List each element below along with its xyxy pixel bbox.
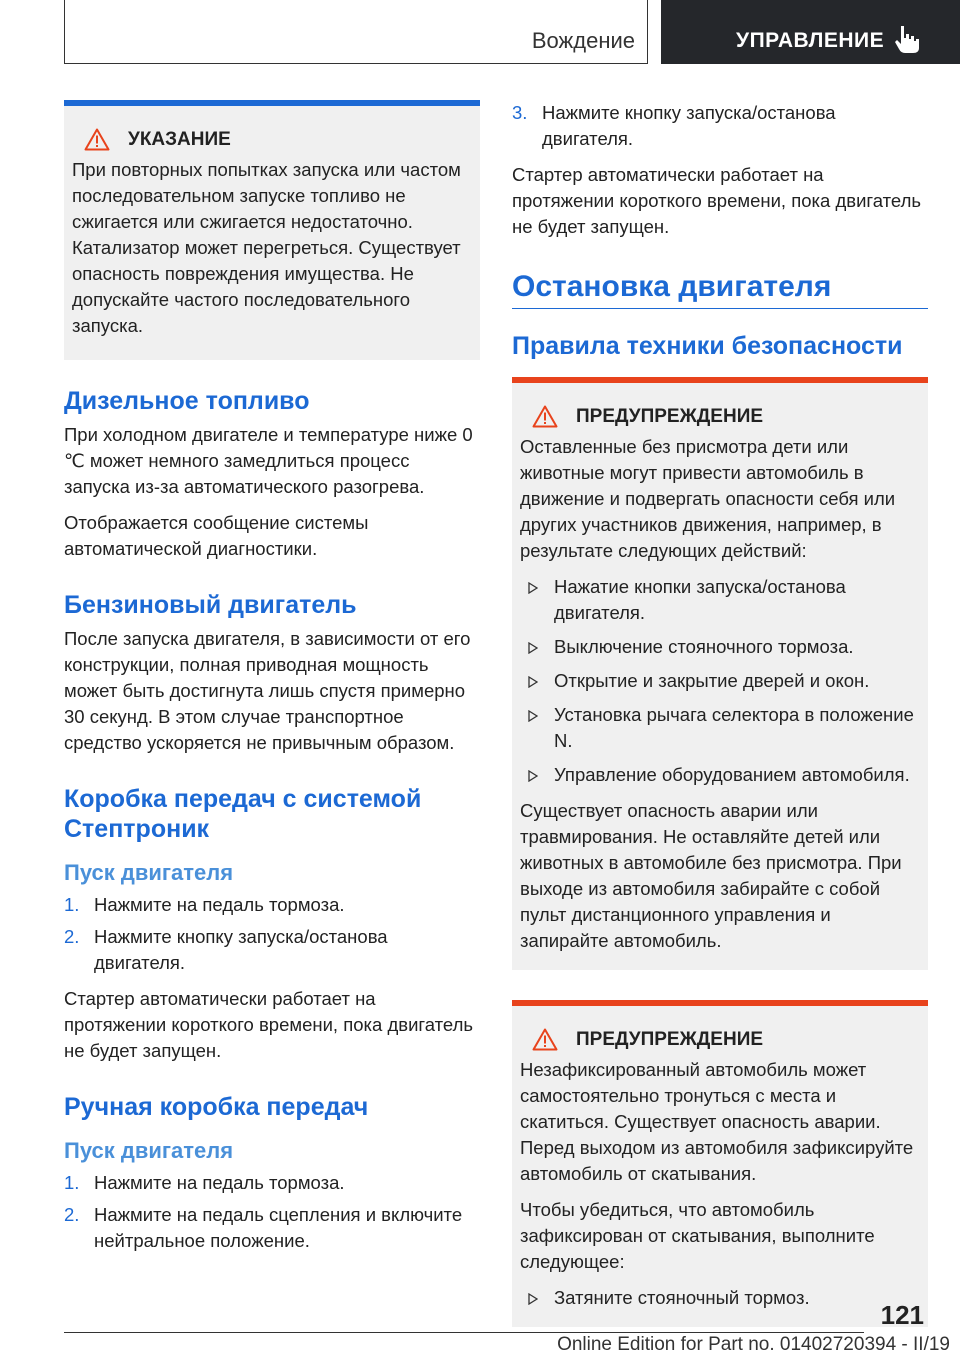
diesel-paragraph-2: Отображается сообщение системы автоматической диагностики.	[64, 512, 369, 559]
warning-1-title	[520, 405, 918, 428]
warning-1-list	[520, 574, 918, 788]
list-item: 2. Нажмите кнопку запуска/останова двигателя.	[64, 926, 388, 973]
steptronic-subheading: Пуск двигателя	[64, 860, 234, 885]
warning-triangle-icon	[532, 405, 558, 428]
warning-1-title-text: ПРЕДУПРЕЖДЕНИЕ	[576, 405, 764, 427]
steptronic-paragraph: Стартер автоматически работает на протяжении короткого времени, пока двигатель не будет запущен.	[64, 988, 473, 1061]
warning-triangle-icon	[532, 1028, 558, 1051]
notice-title-text: УКАЗАНИЕ	[128, 128, 231, 150]
list-item: Выключение стояночного тормоза.	[520, 634, 918, 660]
right-column	[512, 100, 928, 1327]
notice-title	[72, 128, 470, 151]
stop-heading-rule	[512, 270, 928, 309]
bullet-triangle-icon	[528, 1293, 538, 1305]
list-item: 2. Нажмите на педаль сцепления и включите нейтральное положение.	[64, 1204, 463, 1251]
warning-1-text: Оставленные без присмотра дети или животные могут привести автомобиль в движение и подвергать опасности себя или других участников движения, например, в результате следующих действий:	[520, 436, 896, 561]
right-steps	[512, 100, 928, 152]
header-section-label: Вождение	[531, 28, 635, 53]
steptronic-steps	[64, 892, 480, 976]
manual-steps	[64, 1170, 480, 1254]
header-section-tab	[64, 0, 648, 64]
footer-edition: Online Edition for Part no. 01402720394 - II/19	[557, 1334, 950, 1355]
manual-heading: Ручная коробка передач	[64, 1093, 369, 1121]
warning-2-text-2: Чтобы убедиться, что автомобиль зафиксирован от скатывания, выполните следующее:	[520, 1199, 875, 1272]
warning-2-title-text: ПРЕДУПРЕЖДЕНИЕ	[576, 1028, 764, 1050]
bullet-triangle-icon	[528, 710, 538, 722]
warning-box-2	[512, 1000, 928, 1327]
right-paragraph: Стартер автоматически работает на протяжении короткого времени, пока двигатель не будет запущен.	[512, 164, 921, 237]
manual-subheading: Пуск двигателя	[64, 1138, 234, 1163]
bullet-triangle-icon	[528, 582, 538, 594]
notice-text: При повторных попытках запуска или частом последовательном запуске топливо не сжигается или сжигается недостаточно. Катализатор может перегреться. Существует опасность повреждения имущества. Не допускайте частого последовательного запуска.	[72, 159, 461, 336]
warning-1-text-2: Существует опасность аварии или травмирования. Не оставляйте детей или животных в автомобиле без присмотра. При выходе из автомобиля забирайте с собой пульт дистанционного управления и запирайте автомобиль.	[520, 800, 902, 951]
list-item: 1. Нажмите на педаль тормоза.	[64, 894, 345, 915]
list-item: Нажатие кнопки запуска/останова двигателя.	[520, 574, 918, 626]
warning-triangle-icon	[84, 128, 110, 151]
diesel-heading: Дизельное топливо	[64, 387, 310, 415]
list-item: Установка рычага селектора в положение N.	[520, 702, 918, 754]
left-column	[64, 100, 480, 1264]
bullet-triangle-icon	[528, 642, 538, 654]
header-chapter-label: УПРАВЛЕНИЕ	[736, 29, 885, 52]
page-number: 121	[880, 1300, 924, 1330]
steptronic-heading: Коробка передач с системой Стептроник	[64, 785, 422, 843]
list-item: Открытие и закрытие дверей и окон.	[520, 668, 918, 694]
list-item: 3. Нажмите кнопку запуска/останова двигателя.	[512, 102, 836, 149]
stop-heading: Остановка двигателя	[512, 270, 832, 303]
petrol-paragraph-1: После запуска двигателя, в зависимости от его конструкции, полная приводная мощность может быть достигнута лишь спустя примерно 30 секунд. В этом случае транспортное средство ускоряется не привычным образом.	[64, 628, 471, 753]
safety-heading: Правила техники безопасности	[512, 332, 903, 360]
notice-box	[64, 100, 480, 360]
list-item: Затяните стояночный тормоз.	[520, 1285, 918, 1311]
list-item: Управление оборудованием автомобиля.	[520, 762, 918, 788]
warning-2-text: Незафиксированный автомобиль может самостоятельно тронуться с места и скатиться. Существует опасность аварии. Перед выходом из автомобиля зафиксируйте автомобиль от скатывания.	[520, 1059, 914, 1184]
list-item: 1. Нажмите на педаль тормоза.	[64, 1172, 345, 1193]
diesel-paragraph-1: При холодном двигателе и температуре ниже 0 ℃ может немного замедлиться процесс запуска из-за автоматического разогрева.	[64, 424, 473, 497]
warning-2-title	[520, 1028, 918, 1051]
bullet-triangle-icon	[528, 676, 538, 688]
warning-2-list	[520, 1285, 918, 1311]
hand-icon	[893, 24, 921, 54]
petrol-heading: Бензиновый двигатель	[64, 591, 357, 619]
warning-box-1	[512, 377, 928, 970]
header-chapter-tab	[661, 0, 960, 64]
bullet-triangle-icon	[528, 770, 538, 782]
footer-rule	[64, 1332, 864, 1333]
